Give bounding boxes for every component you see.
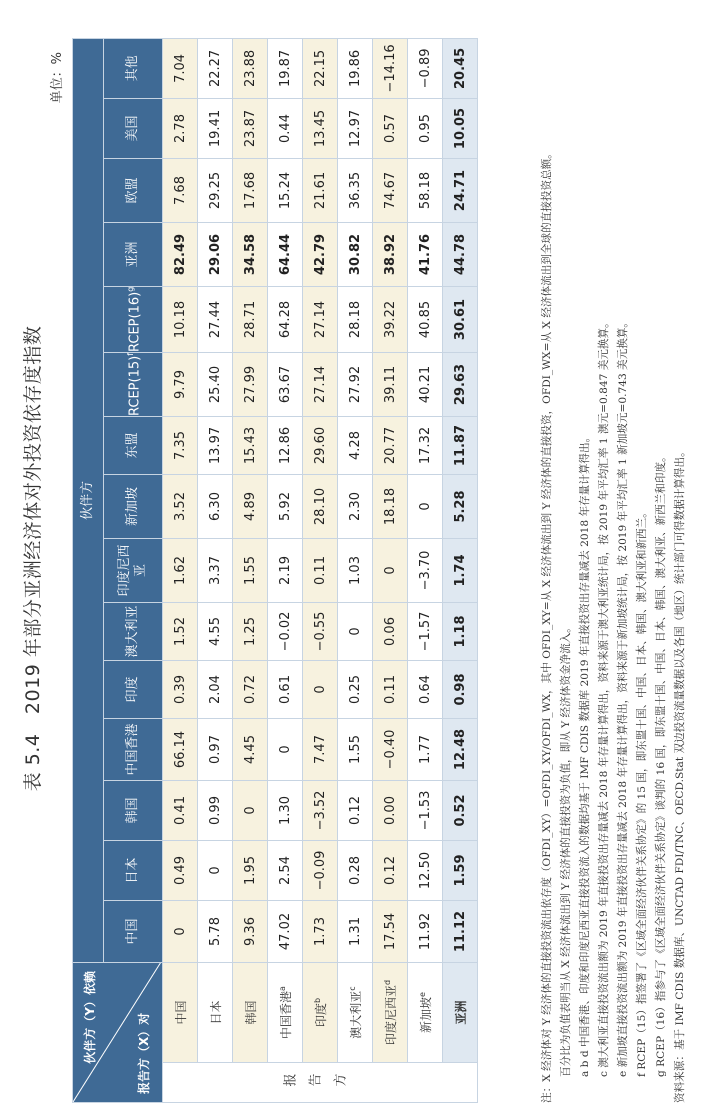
table-cell: 7.35 [163, 417, 198, 475]
note-line: g RCEP（16）指参与了《区域全面经济伙伴关系协定》谈判的 16 国，即东盟十国、中国、日本、韩国、澳大利亚、新西兰和印度。 [655, 451, 667, 1077]
table-cell: 5.78 [198, 901, 233, 963]
table-cell: 22.27 [198, 38, 233, 98]
row-label [233, 963, 268, 1063]
table-cell: 2.78 [163, 99, 198, 159]
unit-label: 单位：% [50, 52, 65, 104]
table-cell: 0 [198, 841, 233, 901]
table-cell: 0 [233, 781, 268, 841]
column-header-label: 印度尼西亚 [117, 544, 148, 597]
table-cell: 0.41 [163, 781, 198, 841]
table-cell: 1.73 [303, 901, 338, 963]
table-cell: 0.39 [163, 661, 198, 719]
table-cell: −14.16 [373, 38, 408, 98]
column-header [104, 287, 163, 353]
table-cell: 29.06 [198, 223, 233, 287]
total-cell: 0.98 [443, 661, 478, 719]
table-cell: 11.92 [408, 901, 443, 963]
table-cell: 17.68 [233, 159, 268, 223]
column-header-label: 日本 [125, 857, 140, 884]
column-header [104, 719, 163, 781]
table-cell: 1.52 [163, 603, 198, 661]
table-cell: 0.97 [198, 719, 233, 781]
table-cell: −1.53 [408, 781, 443, 841]
table-cell: 34.58 [233, 223, 268, 287]
column-header-label: 新加坡 [125, 487, 140, 527]
total-cell: 10.05 [443, 99, 478, 159]
column-header-label: 亚洲 [125, 241, 140, 268]
table-cell: 2.04 [198, 661, 233, 719]
table-cell: 4.89 [233, 475, 268, 539]
table-cell: 3.37 [198, 539, 233, 603]
row-label-text: 韩国 [243, 1000, 258, 1025]
table-cell: 64.44 [268, 223, 303, 287]
footnote-marker: e [417, 992, 427, 997]
table-cell: 12.86 [268, 417, 303, 475]
table-cell: 0 [373, 539, 408, 603]
total-cell: 1.59 [443, 841, 478, 901]
note-line: 注：X 经济体对 Y 经济体的直接投资流出依存度（OFDI_XY）=OFDI_XY/OFDI_WX，其中 OFDI_XY=从 X 经济体流出到 Y 经济体的直接投资，OFDI_WX=从 X 经济体流出到全球的直接投资总额。 [541, 148, 553, 1103]
table-cell: 0.72 [233, 661, 268, 719]
row-label-text: 中国 [173, 1000, 188, 1025]
column-header-label: 欧盟 [125, 177, 140, 204]
column-header [104, 661, 163, 719]
footnote-marker: b [312, 997, 322, 1004]
table-cell: 19.86 [338, 38, 373, 98]
column-header [104, 841, 163, 901]
table-cell: 27.99 [233, 353, 268, 417]
table-cell: 27.92 [338, 353, 373, 417]
column-header-label: 东盟 [125, 432, 140, 459]
row-label [408, 963, 443, 1063]
column-header-label: 美国 [125, 115, 140, 142]
corner-reporter-label: 报告方（X）对 [137, 1012, 151, 1094]
table-cell: −0.09 [303, 841, 338, 901]
table-cell: 13.97 [198, 417, 233, 475]
table-row [198, 38, 233, 1102]
footnote-marker: c [347, 986, 357, 991]
table-cell: 0.49 [163, 841, 198, 901]
column-header [104, 353, 163, 417]
row-label-text: 中国香港 [278, 990, 293, 1039]
table-row [303, 38, 338, 1102]
table-row [233, 38, 268, 1102]
table-cell: −0.55 [303, 603, 338, 661]
table-cell: 0 [338, 603, 373, 661]
column-header-label: RCEP(15) [127, 355, 143, 416]
table-cell: 0.12 [338, 781, 373, 841]
table-cell: 15.24 [268, 159, 303, 223]
table-cell: 15.43 [233, 417, 268, 475]
table-cell: 4.28 [338, 417, 373, 475]
table-cell: 2.30 [338, 475, 373, 539]
table-cell: 42.79 [303, 223, 338, 287]
note-line: e 新加坡直接投资流出额为 2019 年直接投资出存量减去 2018 年存量计算得出，资料来源于新加坡统计局，按 2019 年平均汇率 1 新加坡元=0.743 美元换算。 [617, 316, 629, 1077]
table-cell: 0.06 [373, 603, 408, 661]
column-header [104, 38, 163, 98]
row-label [163, 963, 198, 1063]
table-cell: 2.54 [268, 841, 303, 901]
table-cell: 1.62 [163, 539, 198, 603]
total-cell: 20.45 [443, 38, 478, 98]
row-label-text: 印度尼西亚 [383, 985, 398, 1046]
table-cell: 0.11 [303, 539, 338, 603]
table-cell: 17.32 [408, 417, 443, 475]
table-cell: 7.47 [303, 719, 338, 781]
row-label [303, 963, 338, 1063]
table-cell: 23.87 [233, 99, 268, 159]
table-cell: −1.57 [408, 603, 443, 661]
row-label-text: 澳大利亚 [348, 990, 363, 1039]
table-cell: 22.15 [303, 38, 338, 98]
table-cell: 19.41 [198, 99, 233, 159]
table-notes [538, 23, 690, 1103]
table-cell: −0.89 [408, 38, 443, 98]
table-cell: −3.70 [408, 539, 443, 603]
total-cell: 12.48 [443, 719, 478, 781]
table-cell: 64.28 [268, 287, 303, 353]
table-cell: 18.18 [373, 475, 408, 539]
table-cell: 0.99 [198, 781, 233, 841]
table-cell: 40.85 [408, 287, 443, 353]
column-header [104, 99, 163, 159]
table-cell: 1.55 [338, 719, 373, 781]
table-cell: 0.00 [373, 781, 408, 841]
column-header [104, 901, 163, 963]
table-cell: 0 [163, 901, 198, 963]
table-cell: 27.14 [303, 353, 338, 417]
table-cell: 28.71 [233, 287, 268, 353]
table-cell: 0 [408, 475, 443, 539]
column-header-label: 其他 [125, 55, 140, 82]
column-header-label: 韩国 [125, 797, 140, 824]
note-line: 百分比为负值表明当从 X 经济体流出到 Y 经济体的直接投资为负值，即从 Y 经济体资金净流入。 [560, 622, 572, 1077]
table-cell: 0.57 [373, 99, 408, 159]
reporter-side-label: 报告方 [163, 1063, 478, 1103]
column-header-label: 澳大利亚 [125, 605, 140, 658]
total-cell: 30.61 [443, 287, 478, 353]
table-cell: 0.64 [408, 661, 443, 719]
table-cell: 7.04 [163, 38, 198, 98]
table-cell: 5.92 [268, 475, 303, 539]
table-cell: 1.77 [408, 719, 443, 781]
table-cell: 20.77 [373, 417, 408, 475]
column-header [104, 475, 163, 539]
table-cell: 66.14 [163, 719, 198, 781]
table-cell: −0.02 [268, 603, 303, 661]
table-cell: 29.25 [198, 159, 233, 223]
table-cell: 1.31 [338, 901, 373, 963]
table-cell: 39.11 [373, 353, 408, 417]
table-cell: 1.95 [233, 841, 268, 901]
footnote-marker: d [382, 979, 392, 986]
table-cell: 4.45 [233, 719, 268, 781]
table-cell: 47.02 [268, 901, 303, 963]
column-header-label: RCEP(16) [127, 291, 143, 352]
table-cell: 0 [268, 719, 303, 781]
table-row [373, 38, 408, 1102]
table-cell: 38.92 [373, 223, 408, 287]
table-cell: 39.22 [373, 287, 408, 353]
column-header [104, 159, 163, 223]
table-cell: 28.10 [303, 475, 338, 539]
table-cell: 0 [303, 661, 338, 719]
note-line: a b d 中国香港、印度和印度尼西亚直接投资流入的数据均基于 IMF CDIS 数据库 2019 年直接投资出存量减去 2018 年存量计算得出。 [579, 431, 591, 1077]
table-cell: 13.45 [303, 99, 338, 159]
table-cell: 4.55 [198, 603, 233, 661]
table-cell: 0.11 [373, 661, 408, 719]
table-cell: 0.95 [408, 99, 443, 159]
table-cell: 9.79 [163, 353, 198, 417]
table-cell: 0.12 [373, 841, 408, 901]
table-cell: 0.44 [268, 99, 303, 159]
table-row [338, 38, 373, 1102]
total-cell: 5.28 [443, 475, 478, 539]
table-cell: 30.82 [338, 223, 373, 287]
total-cell: 0.52 [443, 781, 478, 841]
total-cell: 1.18 [443, 603, 478, 661]
table-cell: 10.18 [163, 287, 198, 353]
table-row [163, 38, 198, 1102]
column-header [104, 781, 163, 841]
table-cell: 1.03 [338, 539, 373, 603]
table-cell: 6.30 [198, 475, 233, 539]
table-cell: 41.76 [408, 223, 443, 287]
table-cell: 28.18 [338, 287, 373, 353]
column-header [104, 603, 163, 661]
row-label [268, 963, 303, 1063]
table-cell: 12.50 [408, 841, 443, 901]
table-cell: 2.19 [268, 539, 303, 603]
table-cell: 21.61 [303, 159, 338, 223]
table-cell: 17.54 [373, 901, 408, 963]
table-cell: 3.52 [163, 475, 198, 539]
table-cell: 9.36 [233, 901, 268, 963]
footnote-marker: g [125, 286, 135, 292]
table-cell: 23.88 [233, 38, 268, 98]
total-cell: 11.12 [443, 901, 478, 963]
corner-partner-label: 伙伴方（Y）依赖 [83, 971, 97, 1064]
table-cell: 12.97 [338, 99, 373, 159]
total-row [443, 38, 478, 1102]
table-cell: 36.35 [338, 159, 373, 223]
table-cell: 63.67 [268, 353, 303, 417]
table-row [268, 38, 303, 1102]
footnote-marker: a [277, 986, 287, 991]
row-label-text: 新加坡 [418, 996, 433, 1033]
column-header [104, 417, 163, 475]
total-cell: 11.87 [443, 417, 478, 475]
column-header [104, 223, 163, 287]
table-cell: −3.52 [303, 781, 338, 841]
total-row-label: 亚洲 [443, 963, 478, 1063]
column-header [104, 539, 163, 603]
table-cell: −0.40 [373, 719, 408, 781]
table-title: 表 5.4 2019 年部分亚洲经济体对外投资依存度指数 [22, 325, 44, 792]
table-cell: 1.55 [233, 539, 268, 603]
column-header-label: 中国香港 [125, 723, 140, 776]
table-cell: 29.60 [303, 417, 338, 475]
column-header-label: 中国 [125, 918, 140, 945]
total-cell: 1.74 [443, 539, 478, 603]
table-row [408, 38, 443, 1102]
partner-group-header: 伙伴方 [73, 38, 104, 962]
row-label-text: 印度 [313, 1003, 328, 1028]
table-cell: 82.49 [163, 223, 198, 287]
table-cell: 25.40 [198, 353, 233, 417]
table-cell: 27.14 [303, 287, 338, 353]
table-cell: 1.30 [268, 781, 303, 841]
table-cell: 0.61 [268, 661, 303, 719]
table-cell: 27.44 [198, 287, 233, 353]
table-cell: 74.67 [373, 159, 408, 223]
row-label [198, 963, 233, 1063]
table-cell: 40.21 [408, 353, 443, 417]
table-cell: 0.25 [338, 661, 373, 719]
table-cell: 58.18 [408, 159, 443, 223]
dependency-table [72, 38, 478, 1103]
table-cell: 0.28 [338, 841, 373, 901]
row-label-text: 日本 [208, 1000, 223, 1025]
table-cell: 19.87 [268, 38, 303, 98]
total-cell: 29.63 [443, 353, 478, 417]
corner-header [73, 963, 163, 1103]
row-label [373, 963, 408, 1063]
row-label [338, 963, 373, 1063]
column-header-label: 印度 [125, 676, 140, 703]
table-cell: 1.25 [233, 603, 268, 661]
total-cell: 44.78 [443, 223, 478, 287]
note-line: f RCEP（15）指签署了《区域全面经济伙伴关系协定》的 15 国，即东盟十国、中国、日本、韩国、澳大利亚和新西兰。 [636, 507, 648, 1077]
note-line: c 澳大利亚直接投资流出额为 2019 年直接投资出存量减去 2018 年存量计算得出，资料来源于澳大利亚统计局，按 2019 年平均汇率 1 澳元=0.847 美元换算。 [598, 317, 610, 1077]
note-line: 资料来源：基于 IMF CDIS 数据库、UNCTAD FDI/TNC、OECD.Stat 双边投资流量数据以及各国（地区）统计部门可得数据计算得出。 [674, 446, 686, 1103]
footnote-marker: f [125, 352, 135, 356]
total-cell: 24.71 [443, 159, 478, 223]
table-cell: 7.68 [163, 159, 198, 223]
